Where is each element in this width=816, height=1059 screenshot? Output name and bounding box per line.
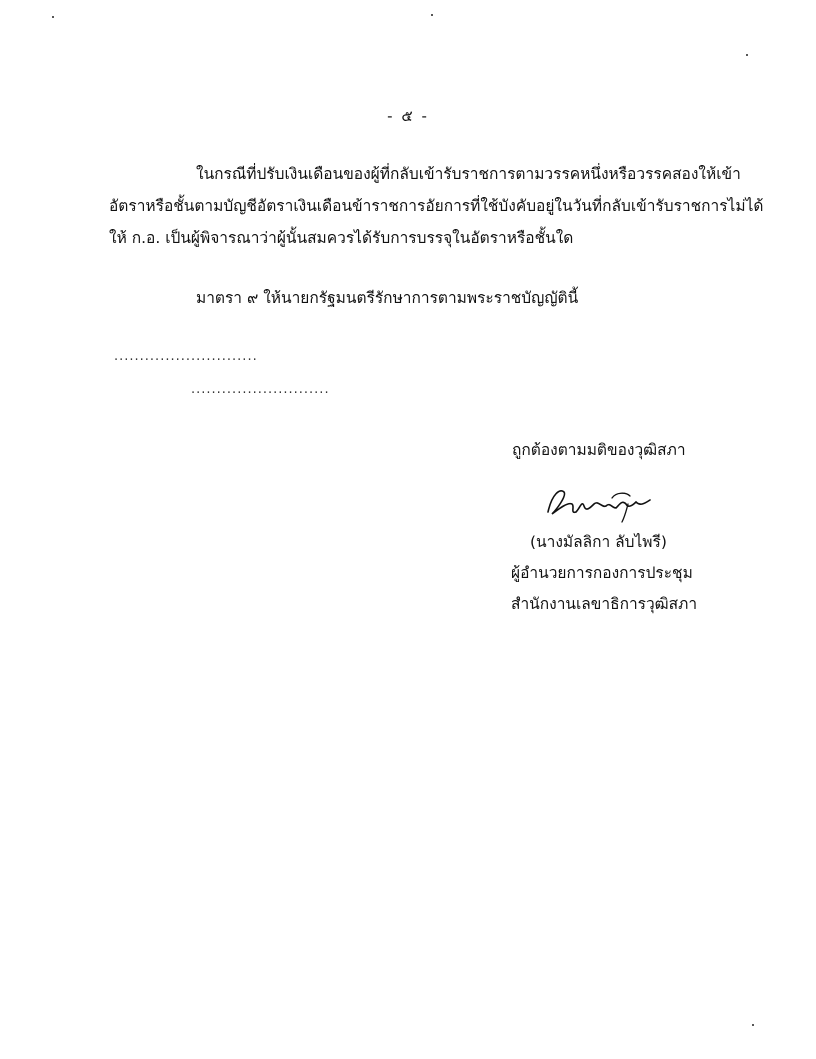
scan-speck <box>431 14 433 16</box>
paragraph-line-1: ในกรณีที่ปรับเงินเดือนของผู้ที่กลับเข้ารับราชการตามวรรคหนึ่งหรือวรรคสองให้เข้า <box>196 165 741 183</box>
handwritten-signature <box>542 482 667 524</box>
signatory-position: ผู้อำนวยการกองการประชุม <box>511 564 693 582</box>
section-9: มาตรา ๙ ให้นายกรัฐมนตรีรักษาการตามพระราชบัญญัตินี้ <box>196 289 579 307</box>
paragraph-line-2: อัตราหรือชั้นตามบัญชีอัตราเงินเดือนข้าราชการอัยการที่ใช้บังคับอยู่ในวันที่กลับเข้ารับราชการไม่ได้ <box>109 197 764 215</box>
dotted-line-2: ........................... <box>191 382 330 397</box>
scan-speck <box>52 16 54 18</box>
scan-speck <box>746 54 748 56</box>
page-number: - ๕ - <box>387 107 429 125</box>
paragraph-line-3: ให้ ก.อ. เป็นผู้พิจารณาว่าผู้นั้นสมควรได้รับการบรรจุในอัตราหรือชั้นใด <box>109 229 574 247</box>
signatory-name: (นางมัลลิกา ลับไพรี) <box>530 533 667 551</box>
scan-speck <box>752 1024 754 1026</box>
dotted-line-1: ............................ <box>114 349 258 364</box>
signatory-office: สำนักงานเลขาธิการวุฒิสภา <box>511 595 698 613</box>
verification-text: ถูกต้องตามมติของวุฒิสภา <box>512 441 686 459</box>
